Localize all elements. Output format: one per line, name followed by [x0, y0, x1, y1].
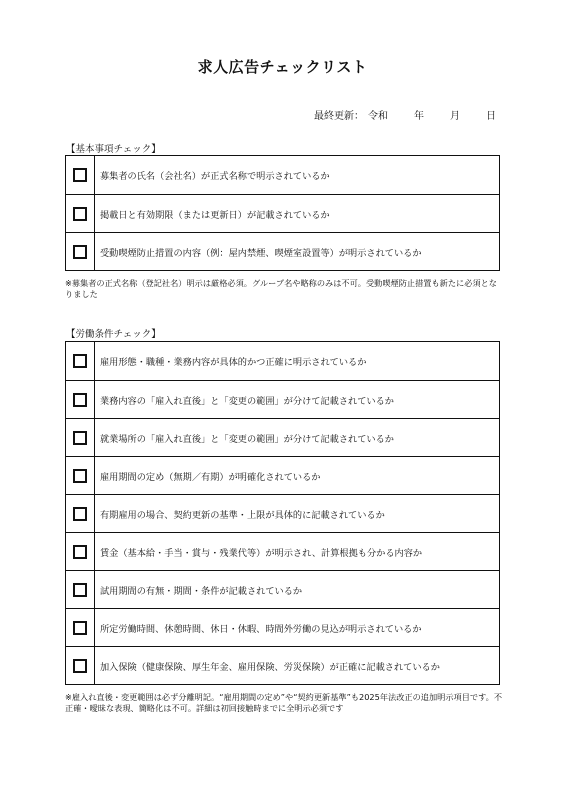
- checkbox-cell: [66, 381, 95, 418]
- checklist-row: [66, 646, 499, 684]
- checklist-row: [66, 532, 499, 570]
- checklist-item-text: 掲載日と有効期限（または更新日）が記載されているか: [100, 209, 330, 221]
- checkbox-cell: [66, 457, 95, 494]
- checkbox-cell: [66, 571, 95, 608]
- checkbox-cell: [66, 419, 95, 456]
- checklist-row: [66, 156, 499, 194]
- checkbox[interactable]: [73, 245, 87, 259]
- year-unit: 年: [414, 111, 424, 122]
- checklist-table-labor: [65, 341, 500, 685]
- checkbox[interactable]: [73, 354, 87, 368]
- section-note-labor: ※雇入れ直後・変更範囲は必ず分離明記。“雇用期間の定め”や“契約更新基準”も2025年法改正の追加明示項目です。不正確・曖昧な表現、簡略化は不可。詳細は初回接触時までに全明示必須です: [65, 692, 503, 713]
- checkbox[interactable]: [73, 659, 87, 673]
- last-updated-line: [314, 107, 496, 122]
- checkbox[interactable]: [73, 431, 87, 445]
- checklist-row: [66, 232, 499, 270]
- checklist-item-text: 受動喫煙防止措置の内容（例：屋内禁煙、喫煙室設置等）が明示されているか: [100, 247, 422, 259]
- section-note-basic: ※募集者の正式名称（登記社名）明示は厳格必須。グループ名や略称のみは不可。受動喫煙防止措置も新たに必須となりました: [65, 278, 497, 299]
- checklist-item-text: 就業場所の「雇入れ直後」と「変更の範囲」が分けて記載されているか: [100, 433, 394, 445]
- checklist-item-text: 募集者の氏名（会社名）が正式名称で明示されているか: [100, 171, 330, 182]
- checklist-row: [66, 456, 499, 494]
- checklist-item-text: 加入保険（健康保険、厚生年金、雇用保険、労災保険）が正確に記載されているか: [100, 661, 440, 673]
- checklist-item-text: 雇用形態・職種・業務内容が具体的かつ正確に明示されているか: [100, 357, 367, 368]
- checkbox-cell: [66, 647, 95, 684]
- checkbox[interactable]: [73, 621, 87, 635]
- checklist-table-basic: [65, 155, 500, 271]
- section-heading-labor: 【労働条件チェック】: [66, 329, 161, 340]
- checklist-item-text: 業務内容の「雇入れ直後」と「変更の範囲」が分けて記載されているか: [100, 395, 394, 407]
- checklist-item-text: 所定労働時間、休憩時間、休日・休暇、時間外労働の見込が明示されているか: [100, 623, 422, 635]
- month-unit: 月: [450, 111, 460, 122]
- checkbox-cell: [66, 609, 95, 646]
- last-updated-label: 最終更新：: [314, 111, 364, 122]
- checkbox[interactable]: [73, 469, 87, 483]
- checkbox-cell: [66, 533, 95, 570]
- checkbox[interactable]: [73, 507, 87, 521]
- checklist-item-text: 雇用期間の定め（無期／有期）が明確化されているか: [100, 471, 321, 483]
- checklist-row: [66, 194, 499, 232]
- page-title: 求人広告チェックリスト: [197, 58, 368, 76]
- checklist-row: [66, 608, 499, 646]
- day-unit: 日: [486, 111, 496, 122]
- checkbox-cell: [66, 195, 95, 232]
- checkbox-cell: [66, 342, 95, 380]
- checkbox-cell: [66, 233, 95, 270]
- checklist-item-text: 有期雇用の場合、契約更新の基準・上限が具体的に記載されているか: [100, 509, 385, 521]
- checklist-item-text: 賃金（基本給・手当・賞与・残業代等）が明示され、計算根拠も分かる内容か: [100, 547, 423, 559]
- checkbox[interactable]: [73, 168, 87, 182]
- checklist-item-text: 試用期間の有無・期間・条件が記載されているか: [100, 585, 303, 597]
- checkbox-cell: [66, 495, 95, 532]
- checkbox[interactable]: [73, 545, 87, 559]
- section-heading-basic: 【基本事項チェック】: [66, 144, 161, 155]
- checklist-row: [66, 342, 499, 380]
- era-label: 令和: [368, 111, 388, 122]
- checkbox-cell: [66, 156, 95, 194]
- checkbox[interactable]: [73, 207, 87, 221]
- checklist-row: [66, 380, 499, 418]
- checklist-row: [66, 418, 499, 456]
- checklist-row: [66, 494, 499, 532]
- checklist-row: [66, 570, 499, 608]
- checkbox[interactable]: [73, 393, 87, 407]
- checkbox[interactable]: [73, 583, 87, 597]
